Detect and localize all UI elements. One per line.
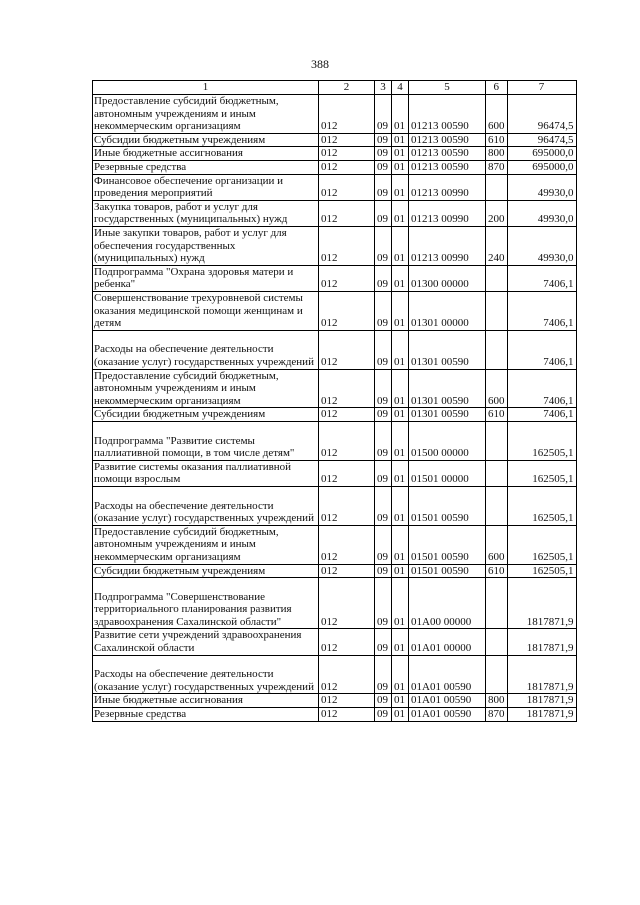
amount-cell: 96474,5 [507,133,576,147]
amount-cell: 49930,0 [507,174,576,200]
amount-cell: 162505,1 [507,460,576,486]
code-cell: 012 [319,291,375,330]
subsection-cell: 01 [392,564,409,578]
target-code-cell: 01301 00590 [409,408,486,422]
target-code-cell: 01А01 00000 [409,629,486,655]
subsection-cell: 01 [392,291,409,330]
target-code-cell: 01А00 00000 [409,578,486,629]
row-name-cell: Субсидии бюджетным учреждениям [93,408,319,422]
target-code-cell: 01501 00590 [409,564,486,578]
amount-cell: 162505,1 [507,525,576,564]
amount-cell: 1817871,9 [507,629,576,655]
row-name-cell: Иные бюджетные ассигнования [93,694,319,708]
section-cell: 09 [375,694,392,708]
target-code-cell: 01300 00000 [409,265,486,291]
subsection-cell: 01 [392,694,409,708]
expense-type-cell [486,265,508,291]
header-cell: 6 [486,81,508,95]
section-cell: 09 [375,486,392,525]
table-row [93,486,577,525]
code-cell: 012 [319,160,375,174]
section-cell: 09 [375,174,392,200]
table-row [93,421,577,460]
amount-cell: 7406,1 [507,369,576,408]
code-cell: 012 [319,564,375,578]
target-code-cell: 01213 00990 [409,200,486,226]
amount-cell: 162505,1 [507,564,576,578]
expense-type-cell [486,421,508,460]
expense-type-cell [486,291,508,330]
header-cell: 7 [507,81,576,95]
section-cell: 09 [375,525,392,564]
section-cell: 09 [375,408,392,422]
table-row [93,330,577,369]
amount-cell: 7406,1 [507,408,576,422]
row-name-cell: Подпрограмма "Охрана здоровья матери и ребенка" [93,265,319,291]
row-name-cell: Развитие системы оказания паллиативной помощи взрослым [93,460,319,486]
target-code-cell: 01А01 00590 [409,708,486,722]
code-cell: 012 [319,578,375,629]
code-cell: 012 [319,200,375,226]
code-cell: 012 [319,486,375,525]
amount-cell: 7406,1 [507,330,576,369]
expense-type-cell [486,629,508,655]
expense-type-cell: 600 [486,525,508,564]
amount-cell: 7406,1 [507,291,576,330]
section-cell: 09 [375,578,392,629]
header-cell: 3 [375,81,392,95]
section-cell: 09 [375,629,392,655]
target-code-cell: 01213 00590 [409,133,486,147]
row-name-cell: Предоставление субсидий бюджетным, автономным учреждениям и иным некоммерческим организациям [93,95,319,134]
table-row [93,564,577,578]
row-name-cell: Иные закупки товаров, работ и услуг для обеспечения государственных (муниципальных) нужд [93,226,319,265]
header-cell: 5 [409,81,486,95]
code-cell: 012 [319,460,375,486]
table-row [93,578,577,629]
row-name-cell: Финансовое обеспечение организации и проведения мероприятий [93,174,319,200]
subsection-cell: 01 [392,525,409,564]
row-name-cell: Предоставление субсидий бюджетным, автономным учреждениям и иным некоммерческим организациям [93,525,319,564]
table-row [93,708,577,722]
section-cell: 09 [375,147,392,161]
amount-cell: 1817871,9 [507,578,576,629]
code-cell: 012 [319,655,375,694]
section-cell: 09 [375,655,392,694]
page-number: 388 [311,57,329,71]
table-row [93,95,577,134]
row-name-cell: Субсидии бюджетным учреждениям [93,564,319,578]
amount-cell: 1817871,9 [507,655,576,694]
expense-type-cell: 870 [486,160,508,174]
code-cell: 012 [319,694,375,708]
code-cell: 012 [319,265,375,291]
section-cell: 09 [375,95,392,134]
subsection-cell: 01 [392,460,409,486]
subsection-cell: 01 [392,708,409,722]
row-name-cell: Подпрограмма "Развитие системы паллиативной помощи, в том числе детям" [93,421,319,460]
target-code-cell: 01500 00000 [409,421,486,460]
expense-type-cell: 200 [486,200,508,226]
section-cell: 09 [375,369,392,408]
row-name-cell: Расходы на обеспечение деятельности (оказание услуг) государственных учреждений [93,486,319,525]
amount-cell: 695000,0 [507,147,576,161]
code-cell: 012 [319,330,375,369]
section-cell: 09 [375,160,392,174]
subsection-cell: 01 [392,95,409,134]
code-cell: 012 [319,421,375,460]
amount-cell: 49930,0 [507,226,576,265]
row-name-cell: Развитие сети учреждений здравоохранения Сахалинской области [93,629,319,655]
expense-type-cell [486,174,508,200]
section-cell: 09 [375,460,392,486]
expense-type-cell: 610 [486,408,508,422]
subsection-cell: 01 [392,369,409,408]
subsection-cell: 01 [392,330,409,369]
target-code-cell: 01501 00000 [409,460,486,486]
code-cell: 012 [319,408,375,422]
row-name-cell: Расходы на обеспечение деятельности (оказание услуг) государственных учреждений [93,330,319,369]
row-name-cell: Расходы на обеспечение деятельности (оказание услуг) государственных учреждений [93,655,319,694]
target-code-cell: 01213 00990 [409,226,486,265]
amount-cell: 162505,1 [507,486,576,525]
expense-type-cell: 600 [486,369,508,408]
code-cell: 012 [319,629,375,655]
table-row [93,408,577,422]
amount-cell: 49930,0 [507,200,576,226]
row-name-cell: Субсидии бюджетным учреждениям [93,133,319,147]
target-code-cell: 01213 00990 [409,174,486,200]
table-row [93,694,577,708]
row-name-cell: Предоставление субсидий бюджетным, автономным учреждениям и иным некоммерческим организациям [93,369,319,408]
code-cell: 012 [319,133,375,147]
amount-cell: 1817871,9 [507,694,576,708]
table-row [93,655,577,694]
expense-type-cell [486,460,508,486]
target-code-cell: 01213 00590 [409,147,486,161]
target-code-cell: 01501 00590 [409,486,486,525]
section-cell: 09 [375,708,392,722]
expense-type-cell: 800 [486,694,508,708]
header-row [93,81,577,95]
target-code-cell: 01301 00590 [409,330,486,369]
amount-cell: 695000,0 [507,160,576,174]
code-cell: 012 [319,525,375,564]
subsection-cell: 01 [392,578,409,629]
budget-table [92,80,577,722]
row-name-cell: Совершенствование трехуровневой системы оказания медицинской помощи женщинам и детям [93,291,319,330]
table-row [93,174,577,200]
table-row [93,133,577,147]
target-code-cell: 01213 00590 [409,160,486,174]
table-row [93,160,577,174]
target-code-cell: 01А01 00590 [409,694,486,708]
table-row [93,147,577,161]
row-name-cell: Иные бюджетные ассигнования [93,147,319,161]
section-cell: 09 [375,200,392,226]
amount-cell: 162505,1 [507,421,576,460]
section-cell: 09 [375,226,392,265]
subsection-cell: 01 [392,174,409,200]
expense-type-cell [486,330,508,369]
row-name-cell: Резервные средства [93,160,319,174]
target-code-cell: 01301 00590 [409,369,486,408]
target-code-cell: 01213 00590 [409,95,486,134]
expense-type-cell: 610 [486,133,508,147]
subsection-cell: 01 [392,655,409,694]
code-cell: 012 [319,95,375,134]
subsection-cell: 01 [392,421,409,460]
code-cell: 012 [319,226,375,265]
table-row [93,460,577,486]
row-name-cell: Подпрограмма "Совершенствование территориального планирования развития здравоохранения Сахалинской области" [93,578,319,629]
subsection-cell: 01 [392,486,409,525]
expense-type-cell: 240 [486,226,508,265]
subsection-cell: 01 [392,265,409,291]
subsection-cell: 01 [392,200,409,226]
expense-type-cell: 870 [486,708,508,722]
amount-cell: 7406,1 [507,265,576,291]
subsection-cell: 01 [392,408,409,422]
target-code-cell: 01А01 00590 [409,655,486,694]
subsection-cell: 01 [392,133,409,147]
code-cell: 012 [319,369,375,408]
expense-type-cell: 600 [486,95,508,134]
section-cell: 09 [375,265,392,291]
subsection-cell: 01 [392,160,409,174]
section-cell: 09 [375,330,392,369]
code-cell: 012 [319,708,375,722]
table-row [93,629,577,655]
header-cell: 4 [392,81,409,95]
amount-cell: 96474,5 [507,95,576,134]
amount-cell: 1817871,9 [507,708,576,722]
row-name-cell: Закупка товаров, работ и услуг для государственных (муниципальных) нужд [93,200,319,226]
target-code-cell: 01301 00000 [409,291,486,330]
row-name-cell: Резервные средства [93,708,319,722]
section-cell: 09 [375,133,392,147]
subsection-cell: 01 [392,147,409,161]
table-row [93,291,577,330]
section-cell: 09 [375,564,392,578]
header-cell: 1 [93,81,319,95]
section-cell: 09 [375,421,392,460]
code-cell: 012 [319,174,375,200]
expense-type-cell: 800 [486,147,508,161]
table-row [93,200,577,226]
subsection-cell: 01 [392,629,409,655]
table-row [93,369,577,408]
subsection-cell: 01 [392,226,409,265]
table-row [93,525,577,564]
table-row [93,265,577,291]
header-cell: 2 [319,81,375,95]
code-cell: 012 [319,147,375,161]
expense-type-cell: 610 [486,564,508,578]
expense-type-cell [486,578,508,629]
expense-type-cell [486,486,508,525]
table-row [93,226,577,265]
expense-type-cell [486,655,508,694]
section-cell: 09 [375,291,392,330]
target-code-cell: 01501 00590 [409,525,486,564]
